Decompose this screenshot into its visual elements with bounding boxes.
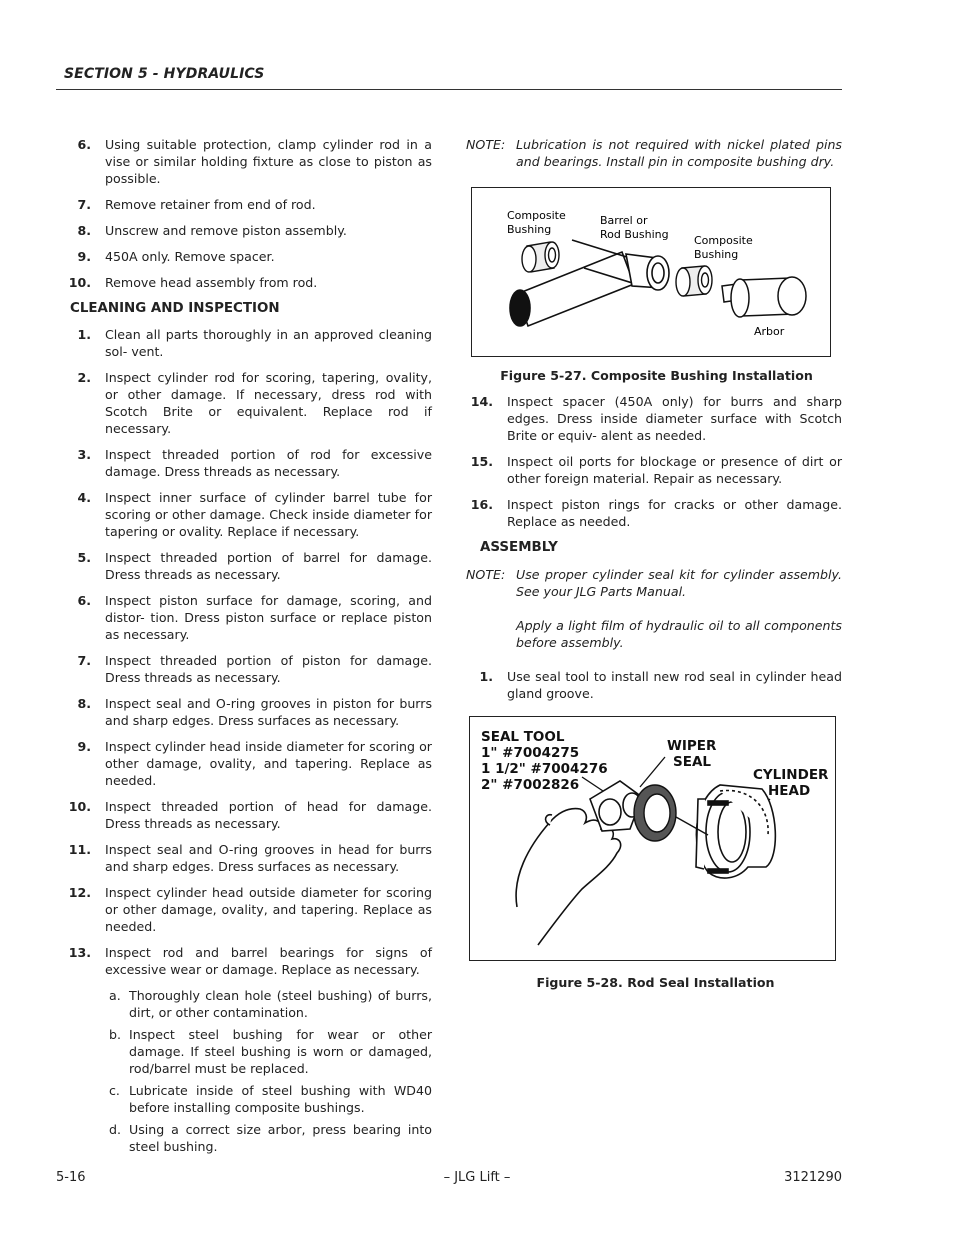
step-text: Unscrew and remove piston assembly. [105, 223, 347, 238]
substep-text: Thoroughly clean hole (steel bushing) of burrs, dirt, or other contamination. [129, 988, 432, 1020]
step-item [64, 652, 432, 686]
step-text: Inspect cylinder head outside diameter for scoring or other damage, ovality, and tapering. Replace as needed. [105, 885, 432, 934]
step-number: 3. [77, 447, 91, 462]
substep-text: Inspect steel bushing for wear or other damage. If steel bushing is worn or damaged, rod/barrel must be replaced. [129, 1027, 432, 1076]
composite-bushing-right [676, 266, 712, 296]
label-size-1in: 1" #7004275 [481, 745, 580, 761]
label-composite-bushing-2: Composite [694, 234, 753, 247]
wiper-seal [634, 785, 676, 841]
step-number: 15. [470, 454, 493, 469]
note-text [516, 566, 842, 651]
step-text: Inspect inner surface of cylinder barrel tube for scoring or other damage. Check inside diameter for tapering or ovality. Replace if necessary. [105, 490, 432, 539]
step-text: Use seal tool to install new rod seal in cylinder head gland groove. [507, 669, 842, 701]
label-head: HEAD [768, 783, 811, 799]
substep-letter: b. [109, 1027, 121, 1042]
step-text: Inspect threaded portion of rod for excessive damage. Dress threads as necessary. [105, 447, 432, 479]
step-text: Inspect piston surface for damage, scoring, and distor- tion. Dress piston surface or replace piston as necessary. [105, 593, 432, 642]
label-seal-tool: SEAL TOOL [481, 729, 565, 745]
substep-item [104, 1082, 432, 1116]
step-number: 6. [77, 593, 91, 608]
step-number: 10. [68, 799, 91, 814]
doc-number: 3121290 [784, 1170, 842, 1185]
substep-item [104, 1026, 432, 1077]
label-arbor: Arbor [754, 325, 785, 338]
step-text: Inspect cylinder head inside diameter for scoring or other damage, ovality, and tapering. Replace as needed. [105, 739, 432, 788]
step-item [64, 738, 432, 789]
label-wiper: WIPER [667, 738, 717, 754]
label-size-1-5in: 1 1/2" #7004276 [481, 761, 608, 777]
disassembly-steps [64, 136, 432, 291]
note-text: Lubrication is not required with nickel plated pins and bearings. Install pin in composite bushing dry. [516, 137, 842, 169]
step-item [64, 369, 432, 437]
step-item [64, 222, 432, 239]
step-text: Using suitable protection, clamp cylinder rod in a vise or similar holding fixture as close to piston as possible. [105, 137, 432, 186]
step-item [466, 453, 842, 487]
label-composite-bushing-2b: Bushing [694, 248, 739, 261]
substep-text: Lubricate inside of steel bushing with WD40 before installing composite bushings. [129, 1083, 432, 1115]
label-composite-bushing-1b: Bushing [507, 223, 552, 236]
step-item [466, 668, 842, 702]
note-hydraulic-oil: Apply a light film of hydraulic oil to all components before assembly. [516, 618, 842, 650]
footer-center: – JLG Lift – [443, 1170, 511, 1185]
step-item [466, 393, 842, 444]
figure-5-28-caption: Figure 5-28. Rod Seal Installation [536, 975, 775, 990]
substep-letter: a. [109, 988, 121, 1003]
figure-5-28 [469, 716, 836, 961]
step-text: Inspect spacer (450A only) for burrs and sharp edges. Dress inside diameter surface with Scotch Brite or equiv- alent as needed. [507, 394, 842, 443]
note-label: NOTE: [466, 137, 506, 152]
step-text: Inspect seal and O-ring grooves in head for burrs and sharp edges. Dress surfaces as necessary. [105, 842, 432, 874]
step-item [64, 549, 432, 583]
section-header: SECTION 5 - HYDRAULICS [64, 66, 265, 82]
step-number: 14. [470, 394, 493, 409]
substep-letter: c. [109, 1083, 120, 1098]
step-text: Inspect piston rings for cracks or other damage. Replace as needed. [507, 497, 842, 529]
substep-letter: d. [109, 1122, 121, 1137]
cleaning-steps [64, 326, 432, 978]
step-item [64, 695, 432, 729]
composite-bushing-left [522, 242, 559, 272]
step-item [64, 136, 432, 187]
step-item [64, 489, 432, 540]
step-number: 1. [479, 669, 493, 684]
step-text: Inspect seal and O-ring grooves in piston for burrs and sharp edges. Dress surfaces as necessary. [105, 696, 432, 728]
step-number: 8. [77, 223, 91, 238]
step-item [64, 592, 432, 643]
step-number: 16. [470, 497, 493, 512]
step-item [64, 798, 432, 832]
left-column [64, 136, 432, 1160]
step-item [64, 446, 432, 480]
label-rod-bushing: Rod Bushing [600, 228, 669, 241]
step-number: 12. [68, 885, 91, 900]
note-label: NOTE: [466, 567, 506, 582]
step-number: 5. [77, 550, 91, 565]
step-item [64, 248, 432, 265]
step-item [466, 496, 842, 530]
step-item [64, 841, 432, 875]
page-number: 5-16 [56, 1170, 86, 1185]
step-text: Remove head assembly from rod. [105, 275, 318, 290]
step-item [64, 196, 432, 213]
step-number: 7. [77, 653, 91, 668]
assembly-steps [466, 668, 842, 702]
figure-5-27-caption: Figure 5-27. Composite Bushing Installation [500, 368, 813, 383]
note-seal-kit: Use proper cylinder seal kit for cylinder assembly. See your JLG Parts Manual. [516, 567, 842, 599]
step-number: 13. [68, 945, 91, 960]
substep-item [104, 1121, 432, 1155]
arbor [722, 277, 806, 317]
step-text: Inspect rod and barrel bearings for signs of excessive wear or damage. Replace as necessary. [105, 945, 432, 977]
composite-bushing-diagram [472, 188, 830, 356]
step-item [64, 944, 432, 978]
assembly-heading: ASSEMBLY [480, 540, 558, 555]
step-item [64, 326, 432, 360]
substep-item [104, 987, 432, 1021]
step-text: Inspect threaded portion of head for damage. Dress threads as necessary. [105, 799, 432, 831]
right-column [466, 136, 842, 991]
cleaning-substeps [64, 987, 432, 1155]
note-assembly [466, 566, 842, 651]
step-number: 2. [77, 370, 91, 385]
step-number: 7. [77, 197, 91, 212]
label-size-2in: 2" #7002826 [481, 777, 580, 793]
label-barrel: Barrel or [600, 214, 648, 227]
step-text: Remove retainer from end of rod. [105, 197, 316, 212]
cylinder-head [696, 785, 775, 878]
label-composite-bushing-1: Composite [507, 209, 566, 222]
note-lubrication [466, 136, 842, 170]
step-number: 10. [68, 275, 91, 290]
label-seal: SEAL [673, 754, 711, 770]
step-item [64, 884, 432, 935]
rod-seal-diagram [470, 717, 835, 960]
step-text: Inspect threaded portion of barrel for damage. Dress threads as necessary. [105, 550, 432, 582]
inspection-steps-continued [466, 393, 842, 530]
figure-5-27 [471, 187, 831, 357]
step-item [64, 274, 432, 291]
step-number: 1. [77, 327, 91, 342]
substep-text: Using a correct size arbor, press bearing into steel bushing. [129, 1122, 432, 1154]
step-text: 450A only. Remove spacer. [105, 249, 275, 264]
step-number: 6. [77, 137, 91, 152]
step-number: 4. [77, 490, 91, 505]
step-number: 9. [77, 249, 91, 264]
step-text: Clean all parts thoroughly in an approved cleaning sol- vent. [105, 327, 432, 359]
header-rule [56, 89, 842, 90]
step-text: Inspect cylinder rod for scoring, tapering, ovality, or other damage. If necessary, dress rod with Scotch Brite or equivalent. Replace rod if necessary. [105, 370, 432, 436]
step-number: 8. [77, 696, 91, 711]
step-text: Inspect oil ports for blockage or presence of dirt or other foreign material. Repair as necessary. [507, 454, 842, 486]
step-text: Inspect threaded portion of piston for damage. Dress threads as necessary. [105, 653, 432, 685]
step-number: 9. [77, 739, 91, 754]
step-number: 11. [68, 842, 91, 857]
label-cylinder: CYLINDER [753, 767, 829, 783]
cleaning-heading: CLEANING AND INSPECTION [70, 301, 280, 316]
